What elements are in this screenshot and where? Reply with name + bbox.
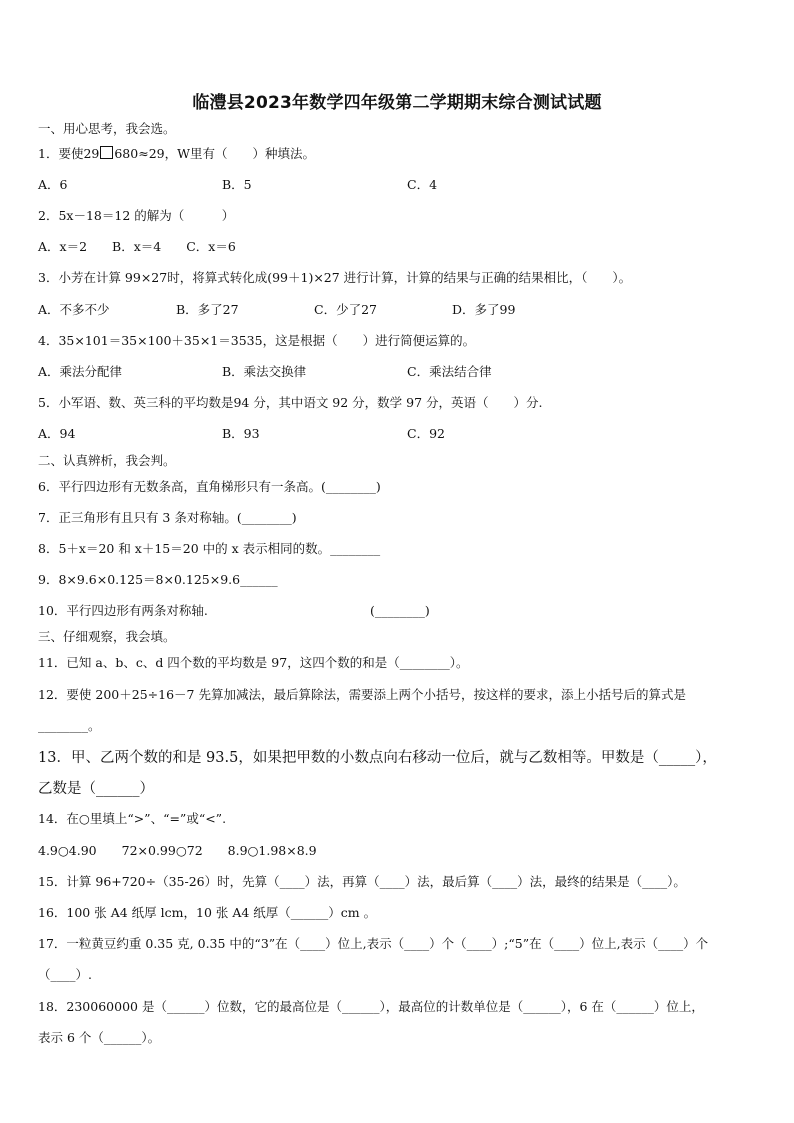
question-1-text-a: 1．要使29: [38, 146, 100, 161]
q4-option-c: C．乘法结合律: [407, 364, 492, 379]
question-18-line-1: 18．230060000 是（______）位数，它的最高位是（______），最高位的计数单位是（______），6 在（______）位上，: [38, 999, 704, 1014]
question-11: 11．已知 a、b、c、d 四个数的平均数是 97，这四个数的和是（________）。: [38, 655, 469, 670]
q3-option-d: D．多了99: [452, 302, 516, 317]
question-2: 2．5x－18＝12 的解为（ ）: [38, 208, 235, 223]
question-7: 7．正三角形有且只有 3 条对称轴。(________): [38, 510, 297, 525]
question-1-text-b: 680≈29，W里有（ ）种填法。: [114, 146, 315, 161]
question-1: [38, 146, 315, 162]
q3-option-b: B．多了27: [176, 302, 239, 317]
question-13-line-2: 乙数是（______）: [38, 781, 154, 797]
question-4: 4．35×101＝35×100＋35×1＝3535，这是根据（ ）进行简便运算的。: [38, 333, 476, 348]
question-12-line-2: ________。: [38, 718, 101, 733]
question-10: 10．平行四边形有两条对称轴.: [38, 603, 208, 618]
question-18-line-2: 表示 6 个（______）。: [38, 1030, 161, 1045]
q5-option-b: B．93: [222, 426, 260, 441]
q3-option-c: C．少了27: [314, 302, 377, 317]
question-15: 15．计算 96+720÷（35-26）时，先算（____）法，再算（____）法，最后算（____）法，最终的结果是（____）。: [38, 874, 686, 889]
blank-box: [100, 146, 113, 159]
q5-option-c: C．92: [407, 426, 445, 441]
q4-option-a: A．乘法分配律: [38, 364, 123, 379]
question-12-line-1: 12．要使 200＋25÷16－7 先算加减法，最后算除法，需要添上两个小括号，按这样的要求，添上小括号后的算式是: [38, 687, 686, 702]
page-title: 临澧县2023年数学四年级第二学期期末综合测试试题: [192, 93, 602, 113]
question-17-line-2: （____）.: [38, 967, 92, 982]
question-14-items: 4.9○4.90 72×0.99○72 8.9○1.98×8.9: [38, 843, 317, 858]
q1-option-a: A．6: [38, 177, 68, 192]
question-6: 6．平行四边形有无数条高，直角梯形只有一条高。(________): [38, 479, 381, 494]
section-2-heading: 二、认真辨析，我会判。: [38, 453, 176, 468]
q1-option-c: C．4: [407, 177, 438, 192]
question-16: 16．100 张 A4 纸厚 lcm，10 张 A4 纸厚（______）cm 。: [38, 905, 377, 920]
question-5: 5．小军语、数、英三科的平均数是94 分，其中语文 92 分，数学 97 分，英语（ ）分.: [38, 395, 543, 410]
question-17-line-1: 17．一粒黄豆约重 0.35 克, 0.35 中的“3”在（____）位上,表示（____）个（____）;“5”在（____）位上,表示（____）个: [38, 936, 709, 951]
question-9: 9．8×9.6×0.125＝8×0.125×9.6______: [38, 572, 278, 587]
question-14: 14．在○里填上“>”、“=”或“<”.: [38, 811, 227, 826]
question-3: 3．小芳在计算 99×27时，将算式转化成(99＋1)×27 进行计算，计算的结果与正确的结果相比，（ ）。: [38, 270, 632, 285]
q2-options: A．x＝2 B．x＝4 C．x＝6: [38, 239, 236, 254]
question-13-line-1: 13．甲、乙两个数的和是 93.5，如果把甲数的小数点向右移动一位后，就与乙数相等。甲数是（_____），: [38, 750, 717, 766]
q4-option-b: B．乘法交换律: [222, 364, 307, 379]
q3-option-a: A．不多不少: [38, 302, 110, 317]
question-10-blank: (________): [370, 603, 430, 618]
section-1-heading: 一、用心思考，我会选。: [38, 121, 176, 136]
question-8: 8．5＋x＝20 和 x＋15＝20 中的 x 表示相同的数。________: [38, 541, 381, 556]
q1-option-b: B．5: [222, 177, 252, 192]
section-3-heading: 三、仔细观察，我会填。: [38, 629, 176, 644]
q5-option-a: A．94: [38, 426, 76, 441]
